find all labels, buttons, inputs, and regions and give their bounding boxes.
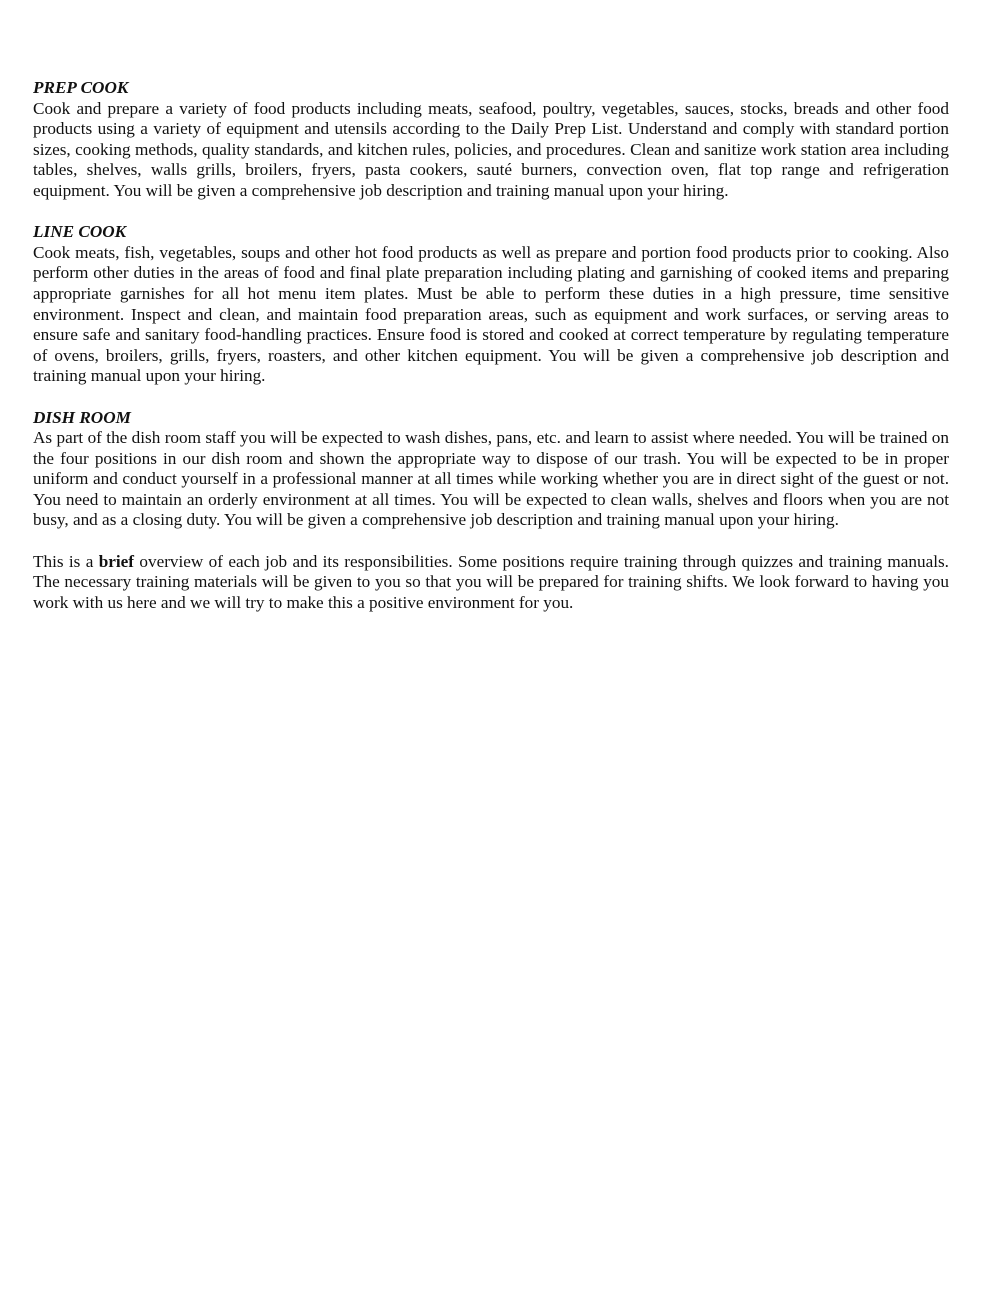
closing-text-after: overview of each job and its responsibilities. Some positions require training through quizzes and training manuals. The necessary training materials will be given to you so that you will be prepared for training shifts. We look forward to having you work with us here and we will try to make this a positive environment for you. (33, 551, 949, 612)
section-body: Cook and prepare a variety of food products including meats, seafood, poultry, vegetables, sauces, stocks, breads and other food products using a variety of equipment and utensils according to the Daily Prep List. Understand and comply with standard portion sizes, cooking methods, quality standards, and kitchen rules, policies, and procedures. Clean and sanitize work station area including tables, shelves, walls grills, broilers, fryers, pasta cookers, sauté burners, convection oven, flat top range and refrigeration equipment. You will be given a comprehensive job description and training manual upon your hiring. (33, 98, 949, 200)
document-page (33, 78, 949, 613)
closing-text-before: This is a (33, 551, 99, 571)
section-prep-cook (33, 78, 949, 202)
closing-emphasis: brief (98, 551, 135, 571)
section-heading: LINE COOK (33, 222, 127, 242)
section-line-cook (33, 222, 949, 387)
section-heading: PREP COOK (33, 78, 129, 97)
section-body: Cook meats, fish, vegetables, soups and other hot food products as well as prepare and portion food products prior to cooking. Also perform other duties in the areas of food and final plate preparation including plating and garnishing of cooked items and preparing appropriate garnishes for all hot menu item plates. Must be able to perform these duties in a high pressure, time sensitive environment. Inspect and clean, and maintain food preparation areas, such as equipment and work surfaces, or serving areas to ensure safe and sanitary food-handling practices. Ensure food is stored and cooked at correct temperature by regulating temperature of ovens, broilers, grills, fryers, roasters, and other kitchen equipment. You will be given a comprehensive job description and training manual upon your hiring. (33, 242, 949, 386)
section-body: As part of the dish room staff you will be expected to wash dishes, pans, etc. and learn to assist where needed. You will be trained on the four positions in our dish room and shown the appropriate way to dispose of our trash. You will be expected to be in proper uniform and conduct yourself in a professional manner at all times while working whether you are in direct sight of the guest or not. You need to maintain an orderly environment at all times. You will be expected to clean walls, shelves and floors when you are not busy, and as a closing duty. You will be given a comprehensive job description and training manual upon your hiring. (33, 428, 949, 530)
closing-paragraph (33, 552, 949, 614)
section-dish-room (33, 408, 949, 532)
section-heading: DISH ROOM (33, 407, 131, 427)
